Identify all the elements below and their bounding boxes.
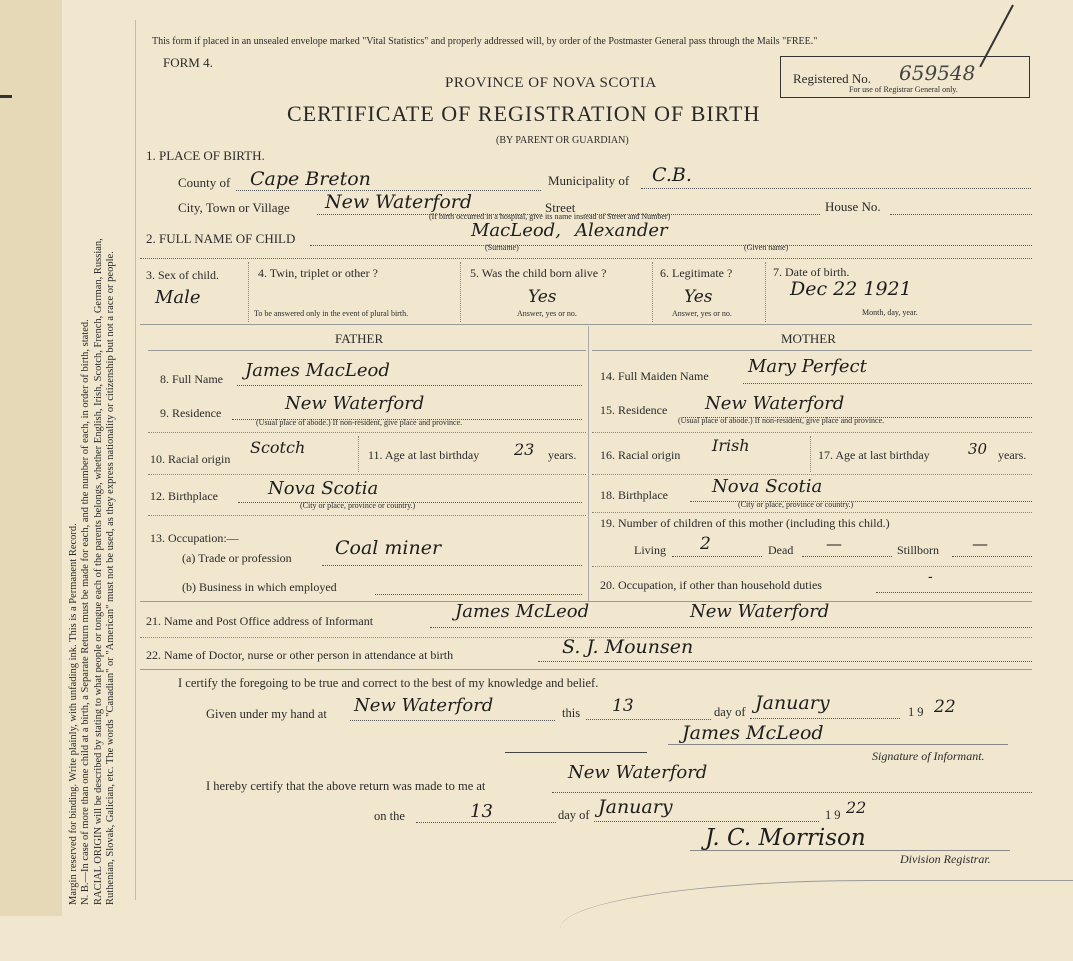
child-given: Alexander xyxy=(575,220,668,241)
sidebar-instructions xyxy=(68,25,117,905)
father-age: 23 xyxy=(514,440,535,459)
registrar-day-of: day of xyxy=(558,808,590,822)
registrar-year: 22 xyxy=(846,798,867,817)
date-value: Dec 22 1921 xyxy=(790,278,912,300)
this-label: this xyxy=(562,706,581,720)
county-label: County of xyxy=(178,175,231,190)
page-edge xyxy=(560,880,1073,961)
mother-res-label: 15. Residence xyxy=(600,403,668,417)
registrar-label: Division Registrar. xyxy=(900,852,991,866)
mother-bp-note: (City or place, province or country.) xyxy=(738,500,854,509)
living-value: 2 xyxy=(700,534,711,554)
father-years: years. xyxy=(548,448,577,462)
alive-value: Yes xyxy=(528,287,557,307)
living-label: Living xyxy=(634,543,666,557)
mother-residence: New Waterford xyxy=(705,393,845,414)
legit-label: 6. Legitimate ? xyxy=(660,266,733,280)
legit-value: Yes xyxy=(684,287,713,307)
binding-mark xyxy=(0,95,12,98)
registrar-place: New Waterford xyxy=(568,762,708,783)
father-birthplace: Nova Scotia xyxy=(268,478,379,499)
street-label: Street xyxy=(545,200,576,215)
signature-label: Signature of Informant. xyxy=(872,749,985,763)
registrar-text: I hereby certify that the above return was made to me at xyxy=(206,779,486,793)
date-label: 7. Date of birth. xyxy=(773,265,850,279)
municipality-label: Municipality of xyxy=(548,173,630,188)
given-note: (Given name) xyxy=(744,243,789,252)
certificate-title: CERTIFICATE OF REGISTRATION OF BIRTH xyxy=(287,101,761,126)
mother-occ-label: 20. Occupation, if other than household duties xyxy=(600,578,822,592)
mother-birthplace: Nova Scotia xyxy=(712,476,823,497)
mother-name: Mary Perfect xyxy=(748,356,867,377)
father-heading: FATHER xyxy=(335,331,384,346)
legit-note: Answer, yes or no. xyxy=(672,309,732,318)
city-label: City, Town or Village xyxy=(178,200,290,215)
municipality-value: C.B. xyxy=(652,164,692,186)
registrar-day: 13 xyxy=(470,801,493,822)
left-margin-strip xyxy=(0,0,62,916)
mother-name-label: 14. Full Maiden Name xyxy=(600,369,709,383)
mother-race: Irish xyxy=(712,436,750,455)
father-bp-note: (City or place, province or country.) xyxy=(300,501,416,510)
sidebar-line-3: RACIAL ORIGIN will be described by stating to what people or tongue each of the parents belongs, whether English, Irish, Scotch, French, German, Russian, xyxy=(92,238,104,905)
father-bp-label: 12. Birthplace xyxy=(150,489,218,503)
margin-rule xyxy=(135,20,136,900)
surname-note: (Surname) xyxy=(485,243,519,252)
twin-label: 4. Twin, triplet or other ? xyxy=(258,266,378,280)
certify-month: January xyxy=(755,692,830,714)
mother-res-note: (Usual place of abode.) If non-resident, give place and province. xyxy=(678,416,885,425)
on-the-label: on the xyxy=(374,809,405,823)
mother-age: 30 xyxy=(968,440,988,458)
registrar-year-prefix: 19 xyxy=(825,808,844,822)
trade-label: (a) Trade or profession xyxy=(182,551,292,565)
alive-label: 5. Was the child born alive ? xyxy=(470,266,607,280)
mother-age-label: 17. Age at last birthday xyxy=(818,448,930,462)
sex-label: 3. Sex of child. xyxy=(146,268,219,282)
registered-number: 659548 xyxy=(899,61,976,85)
father-residence: New Waterford xyxy=(285,393,425,414)
child-surname: MacLeod, xyxy=(471,220,561,241)
top-notice: This form if placed in an unsealed envelope marked "Vital Statistics" and properly addressed will, by order of the Postmaster General pass through the Mails "FREE." xyxy=(152,36,818,47)
father-race-label: 10. Racial origin xyxy=(150,452,231,466)
trade-value: Coal miner xyxy=(335,537,442,559)
registrar-signature: J. C. Morrison xyxy=(705,825,866,851)
sidebar-line-1: Margin reserved for binding. Write plainly, with unfading ink. This is a Permanent Record. xyxy=(68,523,79,905)
father-age-label: 11. Age at last birthday xyxy=(368,448,480,462)
father-race: Scotch xyxy=(250,438,306,457)
county-value: Cape Breton xyxy=(250,168,371,190)
stillborn-value: — xyxy=(972,534,988,553)
registered-box xyxy=(780,56,1030,98)
dead-value: — xyxy=(826,534,842,553)
father-res-label: 9. Residence xyxy=(160,406,222,420)
registrar-month: January xyxy=(598,796,673,818)
informant-name: James McLeod xyxy=(455,601,590,622)
mother-race-label: 16. Racial origin xyxy=(600,448,681,462)
province-heading: PROVINCE OF NOVA SCOTIA xyxy=(445,75,657,91)
certify-text: I certify the foregoing to be true and correct to the best of my knowledge and belief. xyxy=(178,676,599,690)
certify-year: 22 xyxy=(934,697,956,717)
certify-year-prefix: 19 xyxy=(908,705,927,719)
sidebar-line-4: Ruthenian, Slovak, Galician, etc. The words "Canadian" or "American" must not be used, as they express nationality or citizenship but not a race or people. xyxy=(104,251,116,905)
business-label: (b) Business in which employed xyxy=(182,580,337,594)
informant-signature: James McLeod xyxy=(682,722,824,744)
father-occ-label: 13. Occupation:— xyxy=(150,531,239,545)
child-name-label: 2. FULL NAME OF CHILD xyxy=(146,231,296,246)
father-name-label: 8. Full Name xyxy=(160,372,223,386)
certify-place: New Waterford xyxy=(354,695,494,716)
registered-note: For use of Registrar General only. xyxy=(849,85,958,94)
children-label: 19. Number of children of this mother (including this child.) xyxy=(600,516,890,530)
father-res-note: (Usual place of abode.) If non-resident, give place and province. xyxy=(256,418,463,427)
sidebar-line-2: N. B.—In case of more than one child at a birth, a Separate Return must be made for each, and the number of each, in order of birth, stated. xyxy=(80,319,92,905)
mother-years: years. xyxy=(998,448,1027,462)
certificate-subtitle: (BY PARENT OR GUARDIAN) xyxy=(496,135,629,146)
mother-occ-value: - xyxy=(928,569,933,585)
informant-address: New Waterford xyxy=(690,601,830,622)
registered-label: Registered No. xyxy=(793,71,871,86)
sex-value: Male xyxy=(155,287,201,308)
doctor-label: 22. Name of Doctor, nurse or other person in attendance at birth xyxy=(146,648,454,662)
doctor-name: S. J. Mounsen xyxy=(562,636,694,658)
dead-label: Dead xyxy=(768,543,794,557)
mother-bp-label: 18. Birthplace xyxy=(600,488,668,502)
twin-note: To be answered only in the event of plural birth. xyxy=(254,309,409,318)
informant-label: 21. Name and Post Office address of Informant xyxy=(146,614,374,628)
alive-note: Answer, yes or no. xyxy=(517,309,577,318)
date-note: Month, day, year. xyxy=(862,308,918,317)
form-number: FORM 4. xyxy=(163,55,213,70)
city-value: New Waterford xyxy=(325,191,473,213)
father-name: James MacLeod xyxy=(245,360,390,381)
stillborn-label: Stillborn xyxy=(897,543,940,557)
place-of-birth-heading: 1. PLACE OF BIRTH. xyxy=(146,148,265,163)
hospital-note: (If birth occurred in a hospital, give its name instead of Street and Number) xyxy=(429,212,671,221)
certify-day-of: day of xyxy=(714,705,746,719)
certify-day: 13 xyxy=(612,696,634,716)
house-label: House No. xyxy=(825,199,881,214)
given-label: Given under my hand at xyxy=(206,707,327,721)
mother-heading: MOTHER xyxy=(781,331,836,346)
